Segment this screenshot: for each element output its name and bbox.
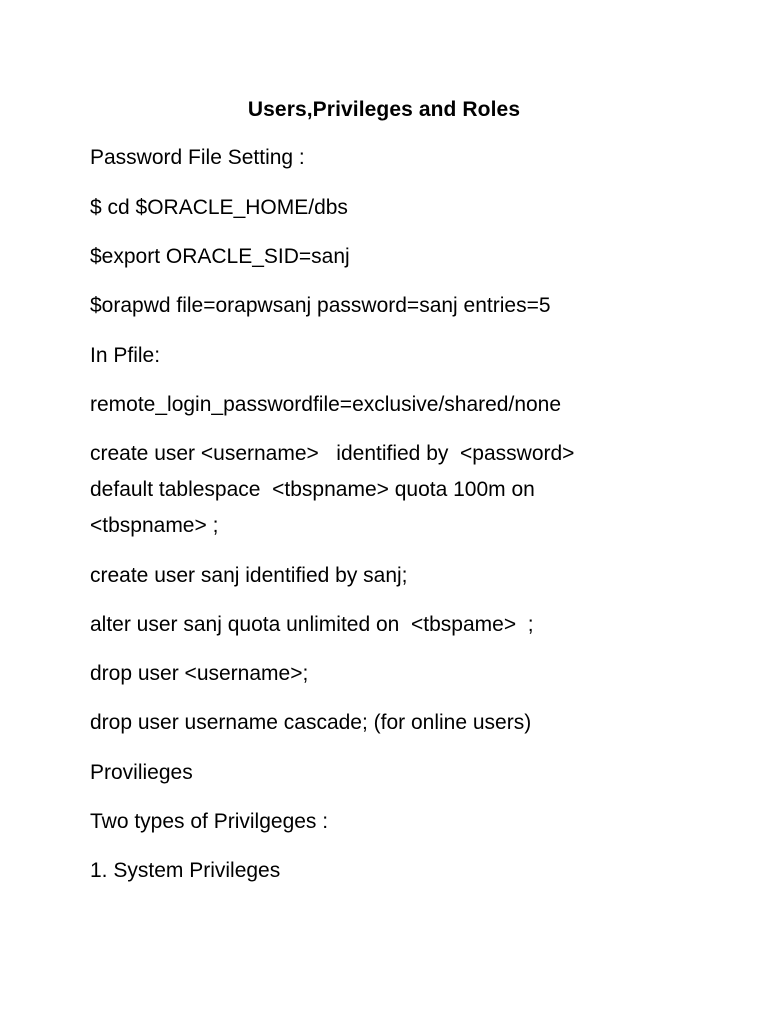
text-line: create user <username> identified by <password> <box>90 442 575 465</box>
text-line: $orapwd file=orapwsanj password=sanj entries=5 <box>90 294 551 317</box>
text-line: create user sanj identified by sanj; <box>90 564 408 587</box>
text-line: alter user sanj quota unlimited on <tbspame> ; <box>90 613 534 636</box>
text-line: <tbspname> ; <box>90 514 219 537</box>
text-line: Password File Setting : <box>90 146 305 169</box>
text-line: 1. System Privileges <box>90 859 281 882</box>
text-line: $export ORACLE_SID=sanj <box>90 245 350 268</box>
text-line: default tablespace <tbspname> quota 100m on <box>90 478 535 501</box>
text-line: drop user username cascade; (for online users) <box>90 711 532 734</box>
page-title: Users,Privileges and Roles <box>247 98 521 121</box>
text-line: remote_login_passwordfile=exclusive/shared/none <box>90 393 562 416</box>
text-line: Two types of Privilgeges : <box>90 810 329 833</box>
text-line: drop user <username>; <box>90 662 309 685</box>
text-line: Provilieges <box>90 761 193 784</box>
text-line: $ cd $ORACLE_HOME/dbs <box>90 196 348 219</box>
text-line: In Pfile: <box>90 344 161 367</box>
